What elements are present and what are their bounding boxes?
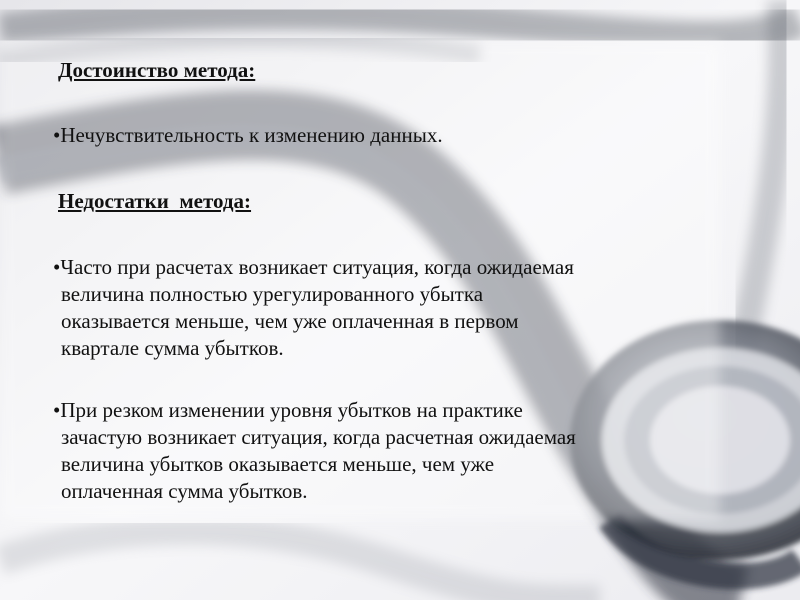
advantage-bullet: [53, 122, 753, 149]
bullet-line: величина убытков оказывается меньше, чем уже: [61, 452, 495, 476]
bullet-line: зачастую возникает ситуация, когда расчетная ожидаемая: [61, 425, 576, 449]
advantage-heading: Достоинство метода:: [58, 58, 256, 82]
disadvantage-item-1: [53, 254, 753, 362]
disadvantage-item-2: [53, 397, 753, 505]
bullet-line: •Часто при расчетах возникает ситуация, когда ожидаемая: [53, 255, 574, 279]
bullet-line: оказывается меньше, чем уже оплаченная в первом: [61, 309, 519, 333]
bullet-line: оплаченная сумма убытков.: [61, 479, 308, 503]
bullet-line: квартале сумма убытков.: [61, 336, 284, 360]
disadvantages-heading: Недостатки метода:: [58, 189, 252, 213]
bullet-line: величина полностью урегулированного убытка: [61, 282, 484, 306]
bullet-line: •Нечувствительность к изменению данных.: [53, 123, 443, 147]
bullet-line: •При резком изменении уровня убытков на практике: [53, 398, 523, 422]
